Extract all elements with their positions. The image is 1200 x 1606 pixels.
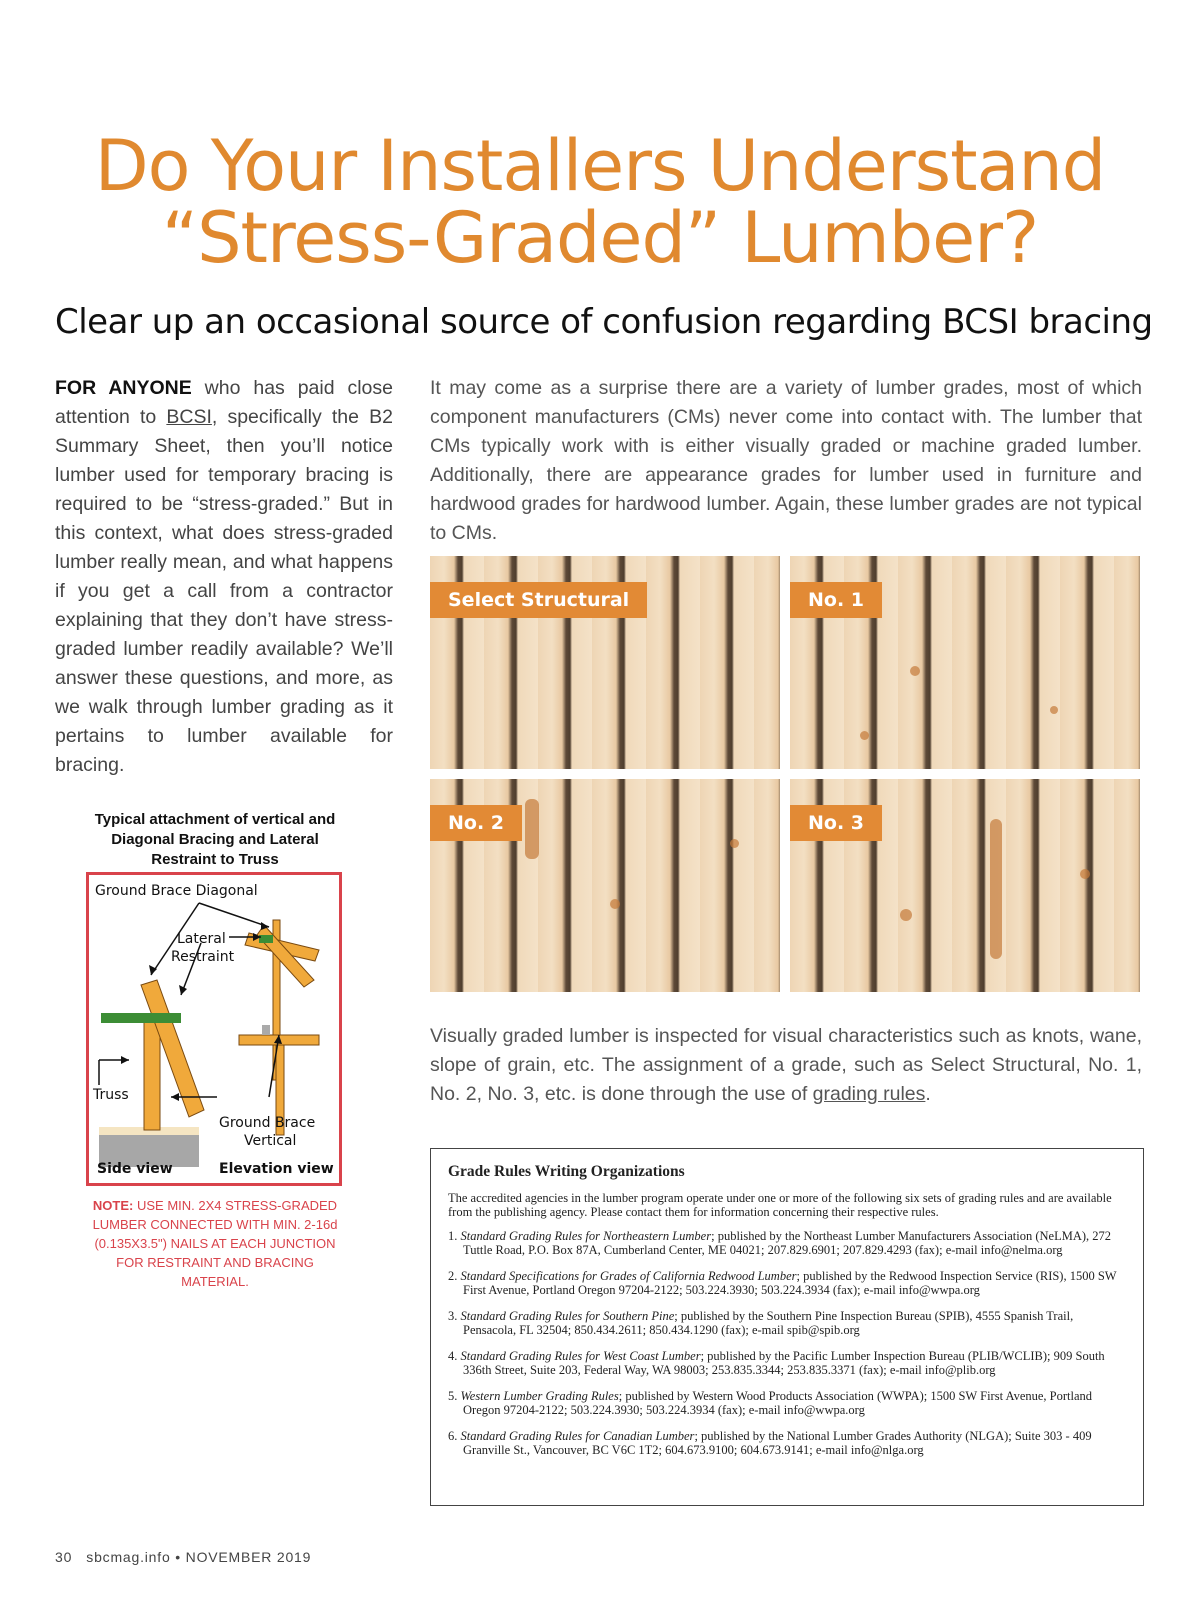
diagram-title: Typical attachment of vertical and Diagonal Bracing and Lateral Restraint to Truss	[94, 811, 336, 868]
note-label: NOTE:	[92, 1198, 134, 1213]
bcsi-link[interactable]: BCSI	[166, 406, 212, 428]
grade-rules-intro: The accredited agencies in the lumber program operate under one or more of the following six sets of grading rules and are available from the publishing agency. Please contact them for information concerning their respective rules.	[448, 1191, 1112, 1219]
list-item: 5. Western Lumber Grading Rules; published by Western Wood Products Association (WWPA); 1500 SW First Avenue, Portland Oregon 97204-2122; 503.224.3930; 503.224.3934 (fax); e-mail info@wwpa.org	[448, 1389, 1093, 1417]
body-paragraph-2	[430, 1022, 1142, 1109]
list-item: 2. Standard Specifications for Grades of California Redwood Lumber; published by the Redwood Inspection Service (RIS), 1500 SW First Avenue, Portland Oregon 97204-2122; 503.224.3930; 503.224.3934 (fax); e-mail info@wwpa.org	[448, 1269, 1117, 1297]
grade-rules-list	[448, 1229, 1126, 1469]
diagram-note	[85, 1196, 345, 1291]
label-lateral: Lateral	[177, 931, 226, 947]
title-line-1: Do Your Installers Understand	[94, 125, 1106, 207]
label-ground-brace: Ground Brace	[219, 1115, 316, 1131]
list-item: 3. Standard Grading Rules for Southern Pine; published by the Southern Pine Inspection Bureau (SPIB), 4555 Spanish Trail, Pensacola, FL 32504; 850.434.2611; 850.434.1290 (fax); e-mail spib@spib.org	[448, 1309, 1074, 1337]
note-text: USE MIN. 2X4 STRESS-GRADED LUMBER CONNECTED WITH MIN. 2-16d (0.135X3.5") NAILS AT EACH JUNCTION FOR RESTRAINT AND BRACING MATERIAL.	[92, 1198, 338, 1289]
label-elevation-view: Elevation view	[219, 1161, 334, 1177]
label-restraint: Restraint	[171, 949, 235, 965]
lateral-restraint-elev	[259, 935, 273, 943]
grade-rules-box	[430, 1148, 1144, 1506]
bracing-diagram	[86, 872, 342, 1186]
label-vertical: Vertical	[244, 1133, 297, 1149]
grade-rules-heading: Grade Rules Writing Organizations	[448, 1163, 685, 1180]
footer-separator: •	[175, 1549, 181, 1565]
page-footer	[55, 1549, 311, 1565]
site-name: sbcmag.info	[86, 1549, 171, 1565]
para2-text: Visually graded lumber is inspected for visual characteristics such as knots, wane, slope of grain, etc. The assignment of a grade, such as Select Structural, No. 1, No. 2, No. 3, etc. is done through the use of	[430, 1025, 1142, 1105]
intro-text-b: , specifically the B2 Summary Sheet, then you’ll notice lumber used for temporary bracing is required to be “stress-graded.” But in this context, what does stress-graded lumber really mean, and what happens if you get a call from a contractor explaining that they don’t have stress-graded lumber readily available? We’ll answer these questions, and more, as we walk through lumber grading as it pertains to lumber available for bracing.	[55, 406, 393, 776]
list-item: 1. Standard Grading Rules for Northeastern Lumber; published by the Northeast Lumber Manufacturers Association (NeLMA), 272 Tuttle Road, P.O. Box 87A, Cumberland Center, ME 04021; 207.829.6901; 207.829.4293 (fax); e-mail info@nelma.org	[448, 1229, 1112, 1257]
bracing-diagram-svg	[89, 875, 339, 1183]
connector	[262, 1025, 270, 1035]
lateral-restraint-side	[101, 1013, 181, 1023]
truss-post	[144, 1020, 160, 1130]
issue-date: NOVEMBER 2019	[185, 1549, 312, 1565]
article-subtitle: Clear up an occasional source of confusion regarding BCSI bracing	[55, 302, 1153, 342]
page-number: 30	[55, 1549, 73, 1565]
body-paragraph-1: It may come as a surprise there are a variety of lumber grades, most of which component manufacturers (CMs) never come into contact with. The lumber that CMs typically work with is either visually graded or machine graded lumber. Additionally, there are appearance grades for lumber used in furniture and hardwood grades for hardwood lumber. Again, these lumber grades are not typical to CMs.	[430, 377, 1142, 544]
para2-end: .	[925, 1083, 931, 1105]
grade-label: No. 1	[790, 582, 882, 618]
grade-photo-no2	[430, 779, 780, 992]
label-ground-brace-diagonal: Ground Brace Diagonal	[95, 883, 258, 899]
grading-rules-link[interactable]: grading rules	[812, 1083, 926, 1105]
grade-photo-no1	[790, 556, 1140, 769]
intro-text-a: who has paid close attention to	[55, 377, 393, 428]
list-item: 6. Standard Grading Rules for Canadian Lumber; published by the National Lumber Grades Authority (NLGA); Suite 303 - 409 Granville St., Vancouver, BC V6C 1T2; 604.673.9100; 604.673.9141; e-mail info@nlga.org	[448, 1429, 1092, 1457]
list-item: 4. Standard Grading Rules for West Coast Lumber; published by the Pacific Lumber Inspection Bureau (PLIB/WCLIB); 909 South 336th Street, Suite 203, Federal Way, WA 98003; 253.835.3344; 253.835.3371 (fax); e-mail info@plib.org	[448, 1349, 1105, 1377]
label-side-view: Side view	[97, 1161, 173, 1177]
title-line-2: “Stress-Graded” Lumber?	[161, 197, 1039, 279]
grade-label: No. 3	[790, 805, 882, 841]
label-truss: Truss	[93, 1087, 129, 1103]
grade-photo-no3	[790, 779, 1140, 992]
article-title	[60, 125, 1140, 279]
grade-label: No. 2	[430, 805, 522, 841]
intro-lead: FOR ANYONE	[55, 377, 192, 399]
grade-label: Select Structural	[430, 582, 647, 618]
intro-paragraph	[55, 374, 393, 780]
grade-photo-select-structural	[430, 556, 780, 769]
